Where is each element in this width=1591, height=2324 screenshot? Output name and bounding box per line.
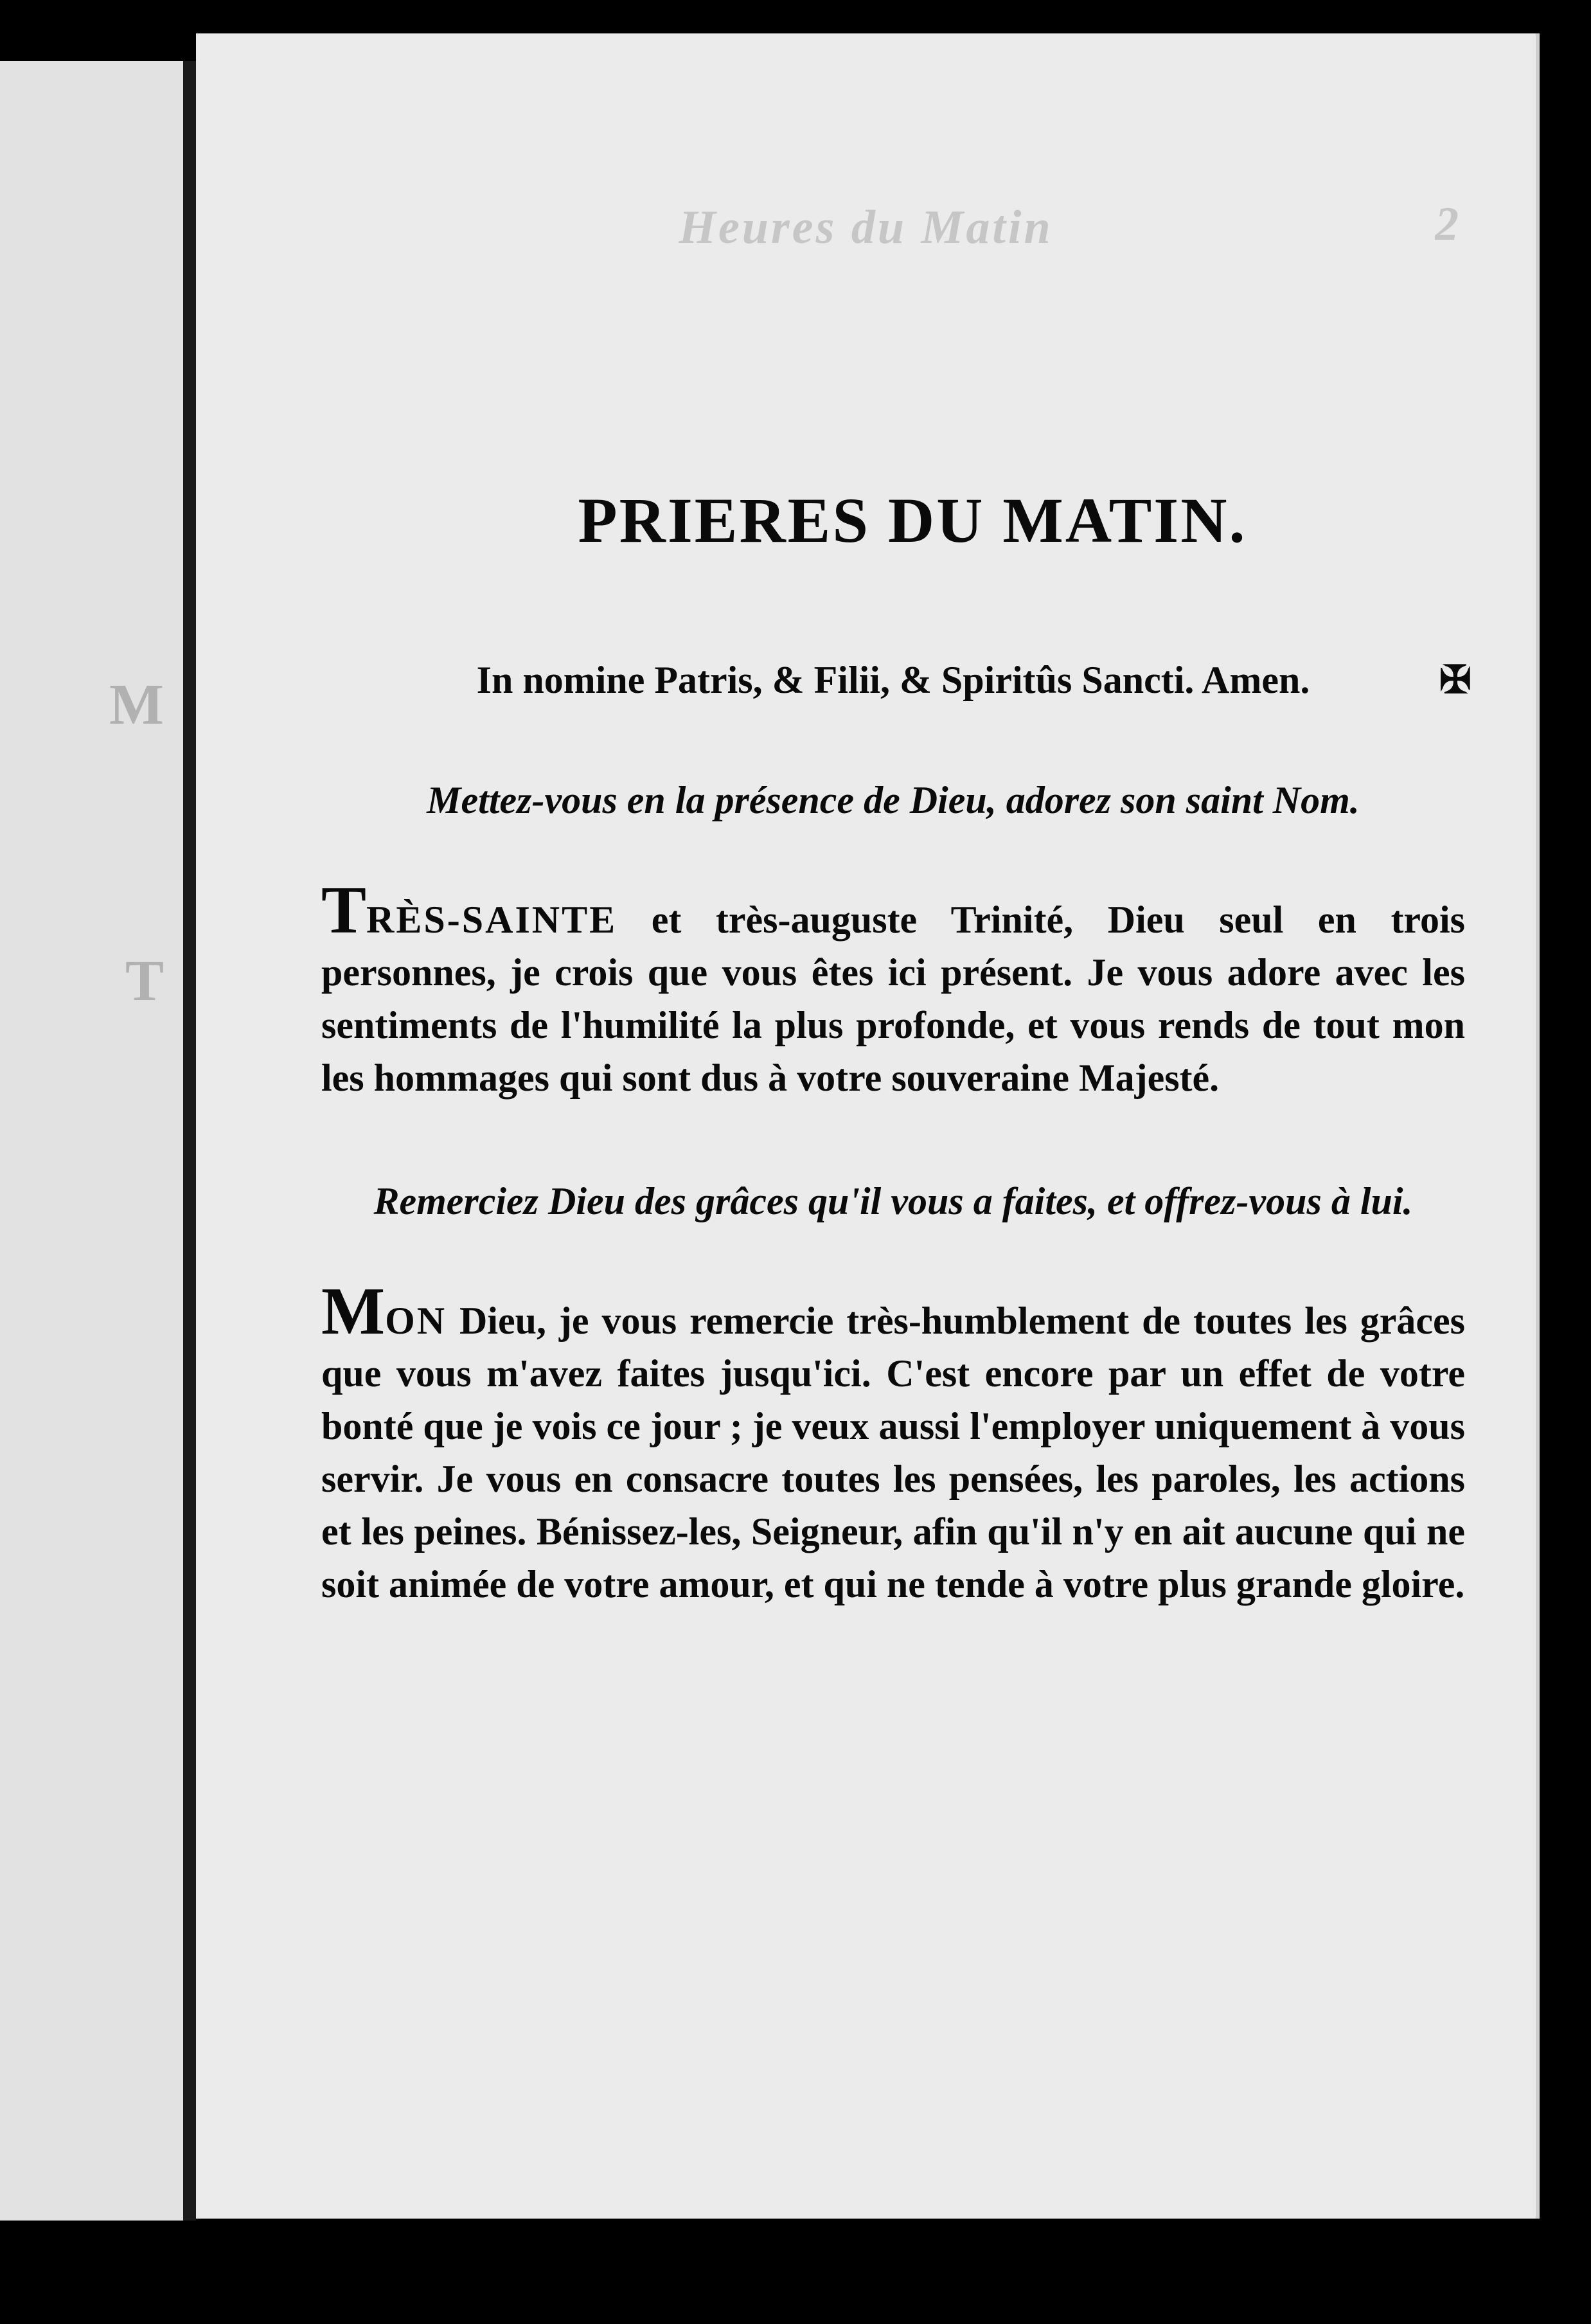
book-spine bbox=[183, 61, 196, 2221]
latin-invocation bbox=[321, 654, 1471, 706]
prayer-1-text: et très-auguste Trinité, Dieu seul en trois personnes, je crois que vous êtes ici présent. Je vous adore avec les sentiments de l'humilité la plus profonde, et vous rends de tout mon les hommages qui sont dus à votre souveraine Majesté. bbox=[321, 898, 1465, 1099]
prayer-2 bbox=[321, 1273, 1465, 1611]
prayer-1-lead: RÈS-SAINTE bbox=[366, 898, 618, 941]
book-page bbox=[196, 33, 1540, 2219]
facing-page-mark-2: T bbox=[125, 949, 164, 1013]
facing-page bbox=[0, 61, 183, 2221]
page-title: PRIERES DU MATIN. bbox=[578, 485, 1247, 556]
instruction-1: Mettez-vous en la présence de Dieu, adorez son saint Nom. bbox=[427, 779, 1360, 821]
latin-invocation-text: In nomine Patris, & Filii, & Spiritûs Sancti. Amen. bbox=[476, 659, 1310, 701]
prayer-2-text: Dieu, je vous remercie très-humblement de toutes les grâces que vous m'avez faites jusqu'ici. C'est encore par un effet de votre bonté que je vois ce jour ; je veux aussi l'employer uniquement à vous servir. Je vous en consacre toutes les pensées, les paroles, les actions et les peines. Bénissez-les, Seigneur, afin qu'il n'y en ait aucune qui ne soit animée de votre amour, et qui ne tende à votre plus grande gloire. bbox=[321, 1300, 1465, 1605]
instruction-2: Remerciez Dieu des grâces qu'il vous a faites, et offrez-vous à lui. bbox=[373, 1180, 1413, 1222]
page-content bbox=[321, 483, 1471, 1681]
bleed-through-header: Heures du Matin bbox=[679, 201, 1053, 254]
cross-icon: ✠ bbox=[1439, 659, 1471, 701]
drop-cap-2: M bbox=[321, 1273, 386, 1348]
drop-cap-1: T bbox=[321, 872, 367, 947]
bleed-through-page-number: 2 bbox=[1435, 198, 1459, 251]
prayer-2-lead: ON bbox=[385, 1300, 447, 1342]
prayer-1 bbox=[321, 872, 1465, 1104]
facing-page-mark-1: M bbox=[109, 673, 164, 737]
